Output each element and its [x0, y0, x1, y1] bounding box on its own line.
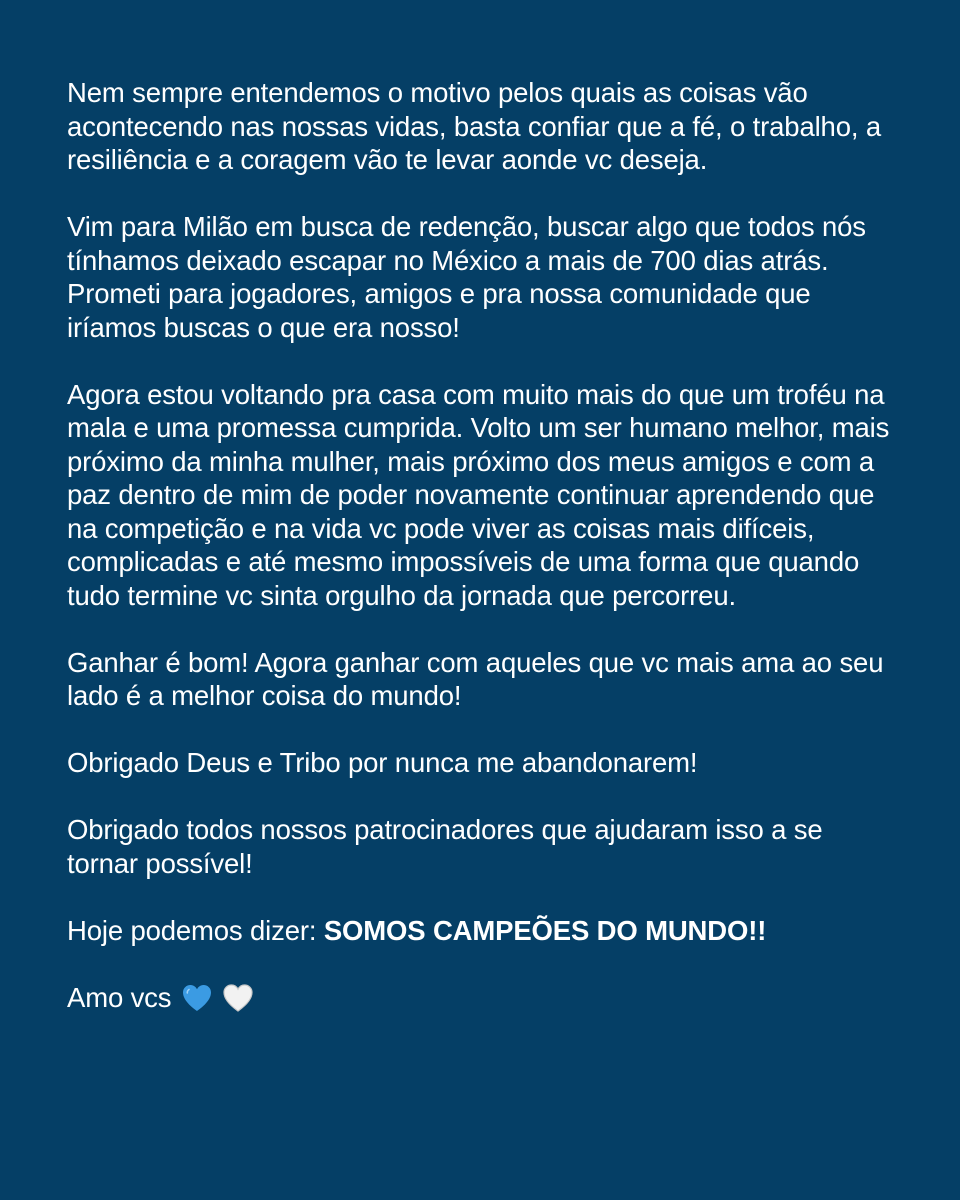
paragraph-1: Nem sempre entendemos o motivo pelos quais as coisas vão acontecendo nas nossas vidas, basta confiar que a fé, o trabalho, a resiliência e a coragem vão te levar aonde vc deseja.	[67, 77, 881, 175]
white-heart-icon	[222, 983, 254, 1013]
paragraph-5: Obrigado Deus e Tribo por nunca me abandonarem!	[67, 747, 698, 778]
paragraph-4: Ganhar é bom! Agora ganhar com aqueles que vc mais ama ao seu lado é a melhor coisa do mundo!	[67, 646, 884, 711]
closing-line	[67, 914, 900, 948]
blue-heart-icon	[181, 983, 213, 1013]
signoff-text: Amo vcs	[67, 981, 172, 1013]
signoff-line	[67, 981, 900, 1015]
paragraph-3: Agora estou voltando pra casa com muito mais do que um troféu na mala e uma promessa cumprida. Volto um ser humano melhor, mais próximo da minha mulher, mais próximo dos meus amigos e com a paz dentro de mim de poder novamente continuar aprendendo que na competição e na vida vc pode viver as coisas mais difíceis, complicadas e até mesmo impossíveis de uma forma que quando tudo termine vc sinta orgulho da jornada que percorreu.	[67, 378, 890, 611]
post-text	[67, 76, 900, 1014]
paragraph-2: Vim para Milão em busca de redenção, buscar algo que todos nós tínhamos deixado escapar no México a mais de 700 dias atrás. Prometi para jogadores, amigos e pra nossa comunidade que iríamos buscas o que era nosso!	[67, 211, 866, 343]
closing-bold: SOMOS CAMPEÕES DO MUNDO!!	[323, 914, 767, 946]
closing-prefix: Hoje podemos dizer:	[67, 914, 324, 946]
paragraph-6: Obrigado todos nossos patrocinadores que ajudaram isso a se tornar possível!	[67, 814, 823, 879]
